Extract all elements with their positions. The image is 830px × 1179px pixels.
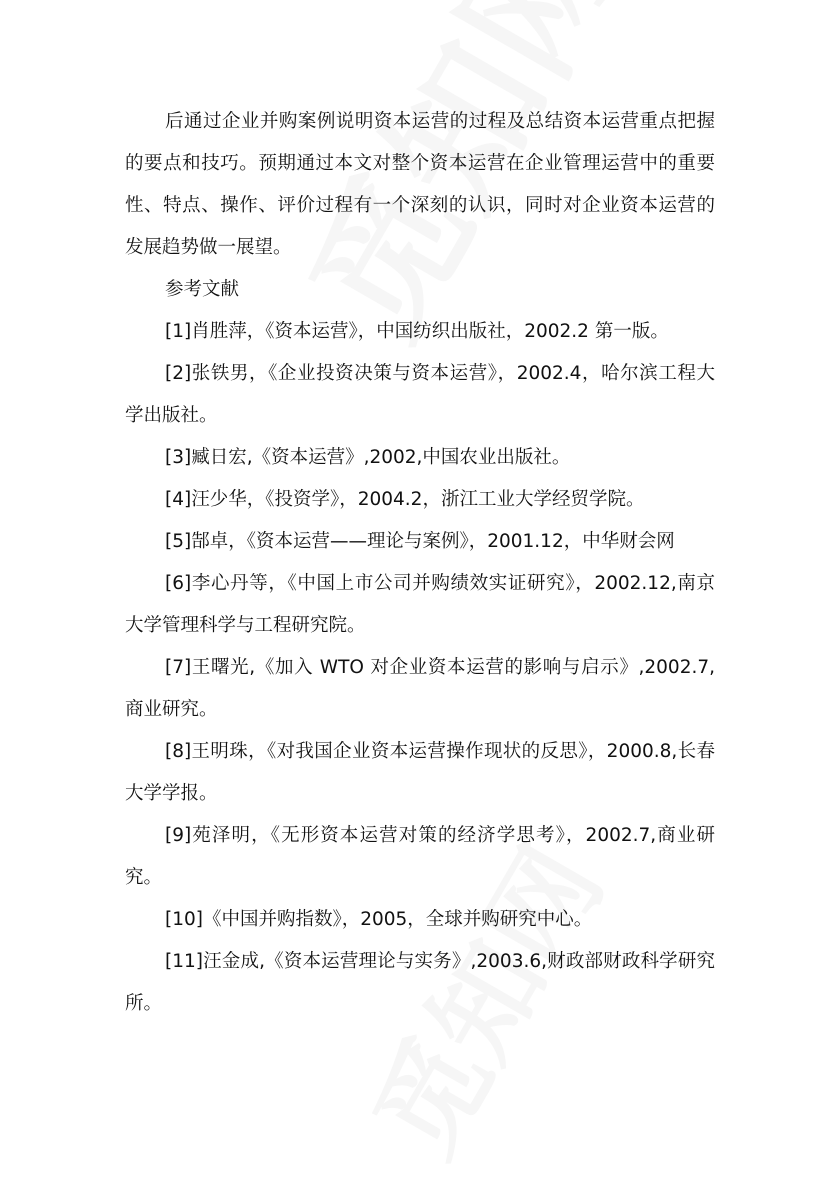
- reference-item-1: [1]肖胜萍，《资本运营》，中国纺织出版社，2002.2 第一版。: [165, 321, 669, 342]
- reference-item-4: [4]汪少华，《投资学》，2004.2，浙江工业大学经贸学院。: [165, 489, 645, 510]
- references-heading: 参考文献: [165, 279, 240, 300]
- reference-item-11: [11]汪金成,《资本运营理论与实务》,2003.6,财政部财政科学研究所。: [125, 951, 715, 1014]
- reference-item-6: [6]李心丹等，《中国上市公司并购绩效实证研究》，2002.12,南京大学管理科学与工程研究院。: [125, 573, 715, 636]
- reference-item-10: [10]《中国并购指数》，2005，全球并购研究中心。: [165, 909, 593, 930]
- reference-item-2: [2]张铁男，《企业投资决策与资本运营》，2002.4，哈尔滨工程大学出版社。: [125, 363, 715, 426]
- reference-item-7: [7]王曙光,《加入 WTO 对企业资本运营的影响与启示》,2002.7,商业研究。: [125, 657, 715, 720]
- reference-item-5: [5]郜卓，《资本运营——理论与案例》，2001.12，中华财会网: [165, 531, 675, 552]
- reference-item-8: [8]王明珠，《对我国企业资本运营操作现状的反思》，2000.8,长春大学学报。: [125, 741, 715, 804]
- reference-item-3: [3]臧日宏,《资本运营》,2002,中国农业出版社。: [165, 447, 571, 468]
- document-body: [125, 101, 715, 1025]
- intro-paragraph: 后通过企业并购案例说明资本运营的过程及总结资本运营重点把握的要点和技巧。预期通过本文对整个资本运营在企业管理运营中的重要性、特点、操作、评价过程有一个深刻的认识，同时对企业资本运营的发展趋势做一展望。: [125, 111, 715, 258]
- reference-item-9: [9]苑泽明，《无形资本运营对策的经济学思考》，2002.7,商业研究。: [125, 825, 715, 888]
